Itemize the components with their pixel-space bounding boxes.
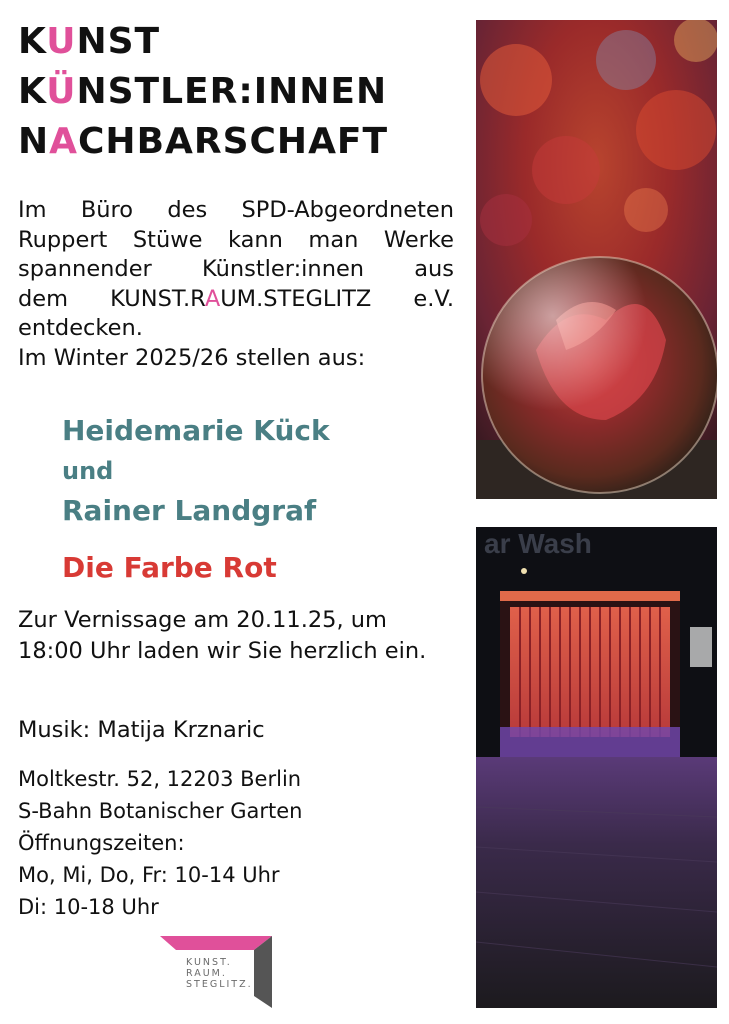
- intro-line: [18, 285, 454, 315]
- crystal-ball-image: [476, 20, 717, 499]
- intro-accent-letter: A: [204, 285, 221, 312]
- artist-name-1: Heidemarie Kück: [62, 414, 330, 447]
- intro-line: spannender Künstler:innen aus: [18, 256, 454, 282]
- exhibition-title: Die Farbe Rot: [62, 551, 277, 584]
- heading-accent-letter: A: [49, 121, 79, 162]
- opening-hours-2: Di: 10-18 Uhr: [18, 895, 159, 919]
- heading-text: NSTLER:INNEN: [76, 71, 388, 112]
- opening-hours-1: Mo, Mi, Do, Fr: 10-14 Uhr: [18, 863, 280, 887]
- logo-line: STEGLITZ.: [186, 979, 253, 990]
- intro-line: entdecken.: [18, 315, 143, 341]
- intro-text: UM.STEGLITZ e.V.: [220, 285, 454, 312]
- intro-line: Im Winter 2025/26 stellen aus:: [18, 344, 366, 371]
- car-wash-image: [476, 527, 717, 1008]
- artist-name-2: Rainer Landgraf: [62, 494, 317, 527]
- heading-accent-letter: U: [46, 21, 77, 62]
- logo-line: KUNST.: [186, 957, 232, 968]
- intro-line: Im Büro des SPD-Abgeordneten: [18, 197, 454, 223]
- intro-text: dem KUNST.R: [18, 285, 205, 312]
- heading-text: NST: [76, 21, 161, 62]
- heading-text: CHBARSCHAFT: [78, 121, 389, 162]
- heading-line-1: [18, 22, 160, 62]
- heading-line-2: [18, 72, 387, 112]
- heading-text: N: [18, 121, 50, 162]
- vernissage-text: Zur Vernissage am 20.11.25, um 18:00 Uhr laden wir Sie herzlich ein.: [18, 607, 427, 664]
- transit-info: S-Bahn Botanischer Garten: [18, 799, 303, 823]
- address: Moltkestr. 52, 12203 Berlin: [18, 767, 302, 791]
- car-wash-photo: [476, 527, 717, 1008]
- heading-line-3: [18, 122, 388, 162]
- logo-text: [186, 957, 253, 990]
- heading-text: K: [18, 71, 47, 112]
- car-wash-sign: ar Wash: [484, 528, 592, 559]
- venue-info: [18, 763, 303, 923]
- heading-accent-letter: Ü: [46, 71, 77, 112]
- music-credit: Musik: Matija Krznaric: [18, 717, 265, 743]
- kunst-raum-steglitz-logo: [160, 936, 272, 1008]
- intro-paragraph: [18, 196, 454, 373]
- artist-connector: und: [62, 457, 114, 485]
- heading-text: K: [18, 21, 47, 62]
- logo-line: RAUM.: [186, 968, 227, 979]
- opening-hours-label: Öffnungszeiten:: [18, 831, 185, 855]
- intro-line: Ruppert Stüwe kann man Werke: [18, 226, 454, 253]
- crystal-ball-photo: [476, 20, 717, 499]
